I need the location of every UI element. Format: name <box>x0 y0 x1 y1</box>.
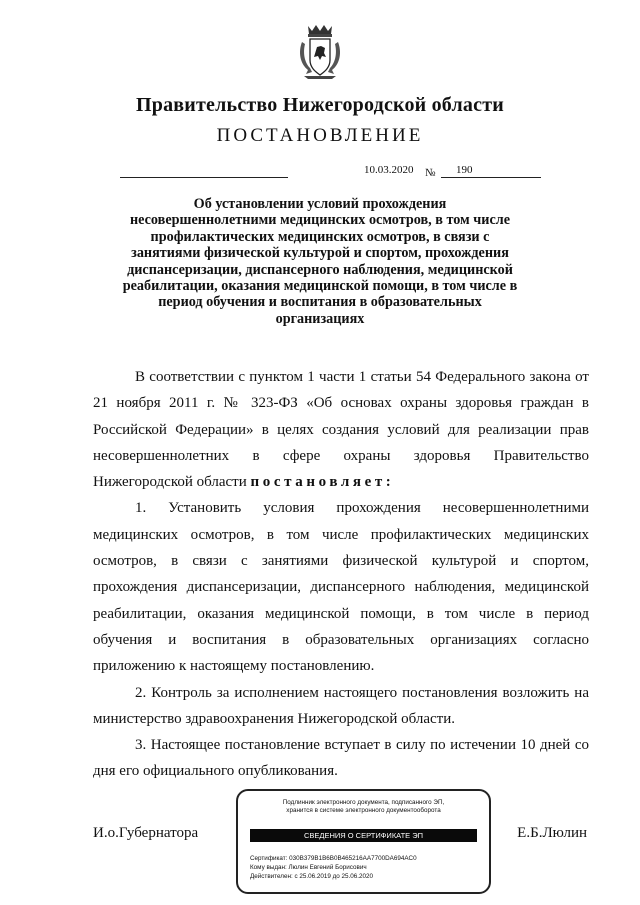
certificate-info-bar: СВЕДЕНИЯ О СЕРТИФИКАТЕ ЭП <box>250 829 477 842</box>
number-blank-line <box>441 177 541 178</box>
subject-line: профилактических медицинских осмотров, в связи с <box>150 228 490 245</box>
signatory-name: Е.Б.Люлин <box>517 825 587 841</box>
date-blank-line <box>120 177 288 178</box>
preamble-text: В соответствии с пунктом 1 части 1 статьи 54 Федерального закона от 21 ноября 2011 г. № 323-ФЗ «Об основах охраны здоровья граждан в Российской Федерации» в целях создания условий для реализации прав несовершеннолетних в сфере охраны здоровья Правительство Нижегородской области <box>93 369 589 491</box>
stamp-header-line: Подлинник электронного документа, подписанного ЭП, <box>282 799 445 806</box>
document-subject <box>110 196 530 327</box>
signatory-position: И.о.Губернатора <box>93 825 199 841</box>
document-date: 10.03.2020 <box>364 164 414 176</box>
coat-of-arms-emblem <box>296 22 344 80</box>
item-1-paragraph: 1. Установить условия прохождения несовершеннолетними медицинских осмотров, в том числе профилактических медицинских осмотров, в связи с занятиями физической культурой и спортом, прохождения диспансеризации, диспансерного наблюдения, медицинской реабилитации, оказания медицинской помощи, в том числе в период обучения и воспитания в образовательных организациях согласно приложению к настоящему постановлению. <box>93 500 589 675</box>
certificate-validity: Действителен: с 25.06.2019 до 25.06.2020 <box>250 872 374 880</box>
subject-line: период обучения и воспитания в образовательных <box>158 294 482 311</box>
stamp-header-line: хранится в системе электронного документооборота <box>286 807 441 814</box>
electronic-signature-stamp <box>236 789 491 894</box>
document-body <box>93 364 589 785</box>
certificate-serial: Сертификат: 030B379B1B6B0B465216AA7700DA694AC0 <box>250 855 417 862</box>
certificate-owner: Кому выдан: Люлин Евгений Борисович <box>250 863 367 871</box>
number-sign: № <box>425 167 436 179</box>
subject-line: Об установлении условий прохождения <box>193 196 447 212</box>
subject-line: несовершеннолетними медицинских осмотров, в том числе <box>129 212 510 229</box>
subject-line: организациях <box>275 310 365 327</box>
subject-line: диспансеризации, диспансерного наблюдения, медицинской <box>127 261 513 278</box>
preamble-paragraph <box>93 364 589 495</box>
document-number: 190 <box>456 164 473 176</box>
document-type: ПОСТАНОВЛЕНИЕ <box>216 125 424 146</box>
item-2-paragraph: 2. Контроль за исполнением настоящего постановления возложить на министерство здравоохранения Нижегородской области. <box>93 684 589 727</box>
certificate-details <box>250 855 417 881</box>
government-title: Правительство Нижегородской области <box>136 94 504 116</box>
subject-line: занятиями физической культурой и спортом, прохождения <box>131 245 509 262</box>
resolves-keyword: постановляет: <box>250 474 395 491</box>
stamp-header <box>238 799 489 815</box>
subject-line: реабилитации, оказания медицинской помощи, в том числе в <box>122 278 518 295</box>
item-3-paragraph: 3. Настоящее постановление вступает в силу по истечении 10 дней со дня его официального опубликования. <box>93 737 589 780</box>
